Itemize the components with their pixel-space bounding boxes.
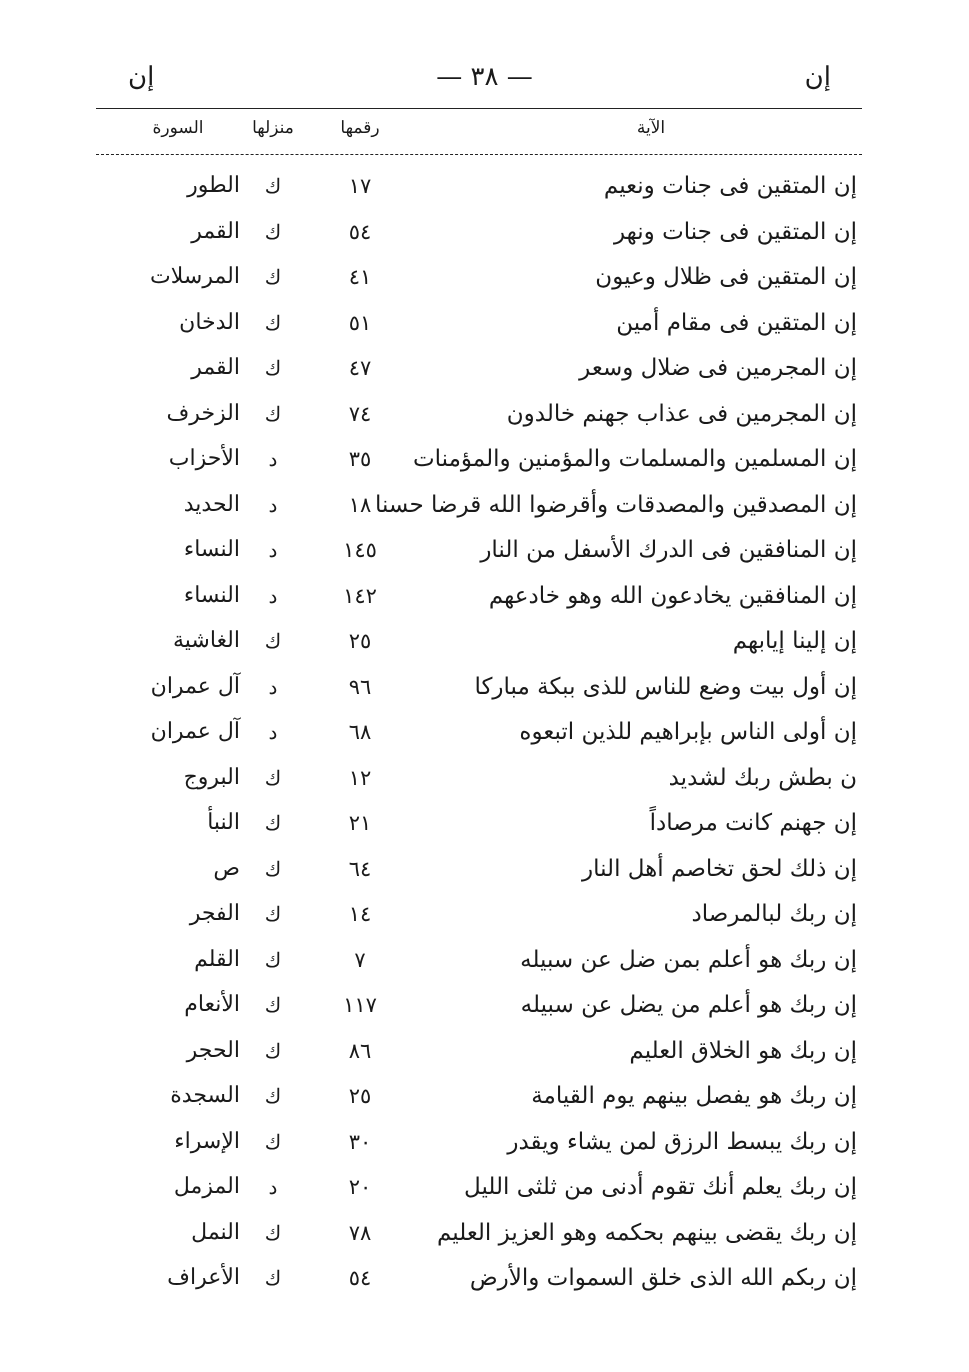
verse-text: إن إلينا إيابهم: [732, 628, 857, 654]
header-rule: [96, 154, 862, 155]
surah-name: آل عمران: [150, 673, 240, 699]
verse-text: إن المصدقين والمصدقات وأقرضوا الله قرضا حسنا: [374, 491, 857, 518]
verse-number: ٣٥: [348, 447, 372, 471]
revelation-place: ك: [264, 993, 282, 1017]
verse-number: ١٤: [348, 902, 372, 926]
table-row: [0, 394, 969, 440]
revelation-place: ك: [264, 310, 282, 335]
table-row: [0, 212, 969, 258]
revelation-place: ك: [264, 265, 282, 289]
verse-text: إن ربكم الله الذى خلق السموات والأرض: [469, 1265, 857, 1291]
revelation-place: د: [268, 583, 278, 608]
verse-number: ٧: [354, 947, 366, 972]
table-row: [0, 439, 969, 485]
revelation-place: د: [268, 538, 278, 562]
revelation-place: ك: [264, 1038, 282, 1063]
revelation-place: د: [268, 492, 278, 517]
surah-name: المرسلات: [150, 264, 240, 289]
verse-number: ١٢: [348, 765, 372, 790]
verse-number: ١٤٢: [343, 583, 377, 608]
verse-text: إن أول بيت وضع للناس للذى ببكة مباركا: [474, 673, 857, 700]
surah-name: النمل: [191, 1219, 240, 1245]
revelation-place: ك: [264, 856, 282, 881]
table-row: [0, 257, 969, 303]
surah-name: الحديد: [183, 491, 240, 517]
column-header-number: رقمها: [340, 118, 380, 138]
verse-number: ٣٠: [348, 1129, 372, 1154]
surah-name: البروج: [183, 764, 240, 790]
verse-number: ٦٤: [348, 856, 372, 881]
verse-number: ١١٧: [343, 993, 377, 1017]
surah-name: الطور: [187, 173, 240, 198]
table-row: [0, 758, 969, 804]
page-number: — ٣٨ —: [436, 62, 533, 92]
table-row: [0, 894, 969, 940]
surah-name: النبأ: [207, 810, 240, 835]
verse-text: إن المتقين فى جنات ونعيم: [603, 173, 857, 199]
surah-name: الحجر: [186, 1037, 240, 1063]
verse-text: إن ربك هو يفصل بينهم يوم القيامة: [531, 1083, 857, 1109]
revelation-place: ك: [264, 947, 282, 972]
table-row: [0, 166, 969, 212]
table-row: [0, 576, 969, 622]
table-row: [0, 621, 969, 667]
verse-number: ٤١: [348, 265, 372, 289]
revelation-place: د: [268, 674, 278, 699]
revelation-place: ك: [264, 902, 282, 926]
table-row: [0, 1258, 969, 1304]
verse-number: ٢٥: [348, 629, 372, 653]
surah-name: الأعراف: [167, 1265, 240, 1290]
top-rule: [96, 108, 862, 109]
surah-name: المزمل: [173, 1174, 240, 1199]
table-row: [0, 1122, 969, 1168]
column-header-surah: السورة: [152, 118, 204, 138]
verse-number: ٢٠: [348, 1175, 372, 1199]
surah-name: الأحزاب: [168, 446, 240, 471]
surah-name: آل عمران: [150, 719, 240, 744]
verse-number: ٧٤: [348, 401, 372, 426]
table-row: [0, 667, 969, 713]
verse-number: ١٧: [348, 174, 372, 198]
table-row: [0, 803, 969, 849]
revelation-place: ك: [264, 1129, 282, 1154]
revelation-place: ك: [264, 356, 282, 380]
table-row: [0, 485, 969, 531]
table-row: [0, 303, 969, 349]
surah-name: الإسراء: [174, 1128, 240, 1154]
verse-text: إن المتقين فى مقام أمين: [616, 309, 857, 336]
surah-name: القلم: [194, 946, 240, 972]
revelation-place: ك: [264, 174, 282, 198]
table-row: [0, 940, 969, 986]
verse-text: إن جهنم كانت مرصاداً: [649, 810, 857, 836]
revelation-place: ك: [264, 629, 282, 653]
verse-text: إن ربك لبالمرصاد: [691, 901, 857, 927]
revelation-place: ك: [264, 1084, 282, 1108]
verse-text: إن ربك هو أعلم بمن ضل عن سبيله: [520, 946, 857, 973]
revelation-place: ك: [264, 765, 282, 790]
revelation-place: ك: [264, 1266, 282, 1290]
verse-number: ١٤٥: [343, 538, 377, 562]
verse-number: ٦٨: [348, 720, 372, 744]
revelation-place: ك: [264, 1220, 282, 1245]
revelation-place: ك: [264, 401, 282, 426]
surah-name: الدخان: [179, 309, 240, 335]
running-head-left: إن: [128, 62, 155, 92]
surah-name: النساء: [183, 582, 240, 608]
surah-name: القمر: [191, 218, 240, 244]
verse-text: إن المنافقين يخادعون الله وهو خادعهم: [488, 582, 857, 609]
index-table: [0, 166, 969, 1304]
verse-text: إن المتقين فى ظلال وعيون: [595, 264, 857, 290]
verse-text: إن ربك هو الخلاق العليم: [629, 1037, 857, 1064]
verse-text: إن أولى الناس بإبراهيم للذين اتبعوه: [519, 719, 857, 745]
table-row: [0, 1031, 969, 1077]
surah-name: القمر: [191, 355, 240, 380]
surah-name: الأنعام: [184, 992, 240, 1017]
verse-number: ١٨: [348, 492, 372, 517]
revelation-place: د: [268, 447, 278, 471]
column-header-verse: الآية: [636, 118, 666, 138]
table-row: [0, 530, 969, 576]
revelation-place: د: [268, 1175, 278, 1199]
verse-text: إن ربك يقضى بينهم بحكمه وهو العزيز العليم: [436, 1219, 857, 1246]
verse-text: إن ربك يعلم أنك تقوم أدنى من ثلثى الليل: [464, 1174, 857, 1200]
table-row: [0, 348, 969, 394]
revelation-place: ك: [264, 219, 282, 244]
column-header-revelation: منزلها: [252, 118, 294, 138]
table-row: [0, 712, 969, 758]
surah-name: السجدة: [170, 1083, 240, 1108]
verse-text: إن المسلمين والمسلمات والمؤمنين والمؤمنات: [413, 446, 857, 472]
table-row: [0, 1213, 969, 1259]
revelation-place: ك: [264, 811, 282, 835]
verse-text: إن ربك يبسط الرزق لمن يشاء ويقدر: [507, 1128, 857, 1155]
verse-number: ٢٥: [348, 1084, 372, 1108]
verse-text: إن ربك هو أعلم من يضل عن سبيله: [520, 992, 857, 1018]
surah-name: ص: [213, 855, 240, 881]
surah-name: الفجر: [189, 901, 240, 926]
verse-text: إن المجرمين فى عذاب جهنم خالدون: [506, 400, 857, 427]
verse-number: ٥٤: [348, 219, 372, 244]
verse-text: إن المجرمين فى ضلال وسعر: [579, 355, 857, 381]
verse-number: ٩٦: [348, 674, 372, 699]
verse-text: إن المتقين فى جنات ونهر: [613, 218, 857, 245]
verse-number: ٧٨: [348, 1220, 372, 1245]
verse-number: ٥٤: [348, 1266, 372, 1290]
verse-text: إن المنافقين فى الدرك الأسفل من النار: [480, 537, 857, 563]
table-row: [0, 985, 969, 1031]
table-row: [0, 1167, 969, 1213]
revelation-place: د: [268, 720, 278, 744]
surah-name: النساء: [183, 537, 240, 562]
verse-number: ٢١: [348, 811, 372, 835]
running-head-right: إن: [804, 62, 831, 92]
verse-number: ٤٧: [348, 356, 372, 380]
surah-name: الزخرف: [166, 400, 240, 426]
table-row: [0, 849, 969, 895]
table-row: [0, 1076, 969, 1122]
verse-text: إن ذلك لحق تخاصم أهل النار: [582, 855, 857, 882]
verse-text: ن بطش ربك لشديد: [668, 764, 857, 791]
verse-number: ٨٦: [348, 1038, 372, 1063]
surah-name: الغاشية: [173, 628, 240, 653]
verse-number: ٥١: [348, 310, 372, 335]
